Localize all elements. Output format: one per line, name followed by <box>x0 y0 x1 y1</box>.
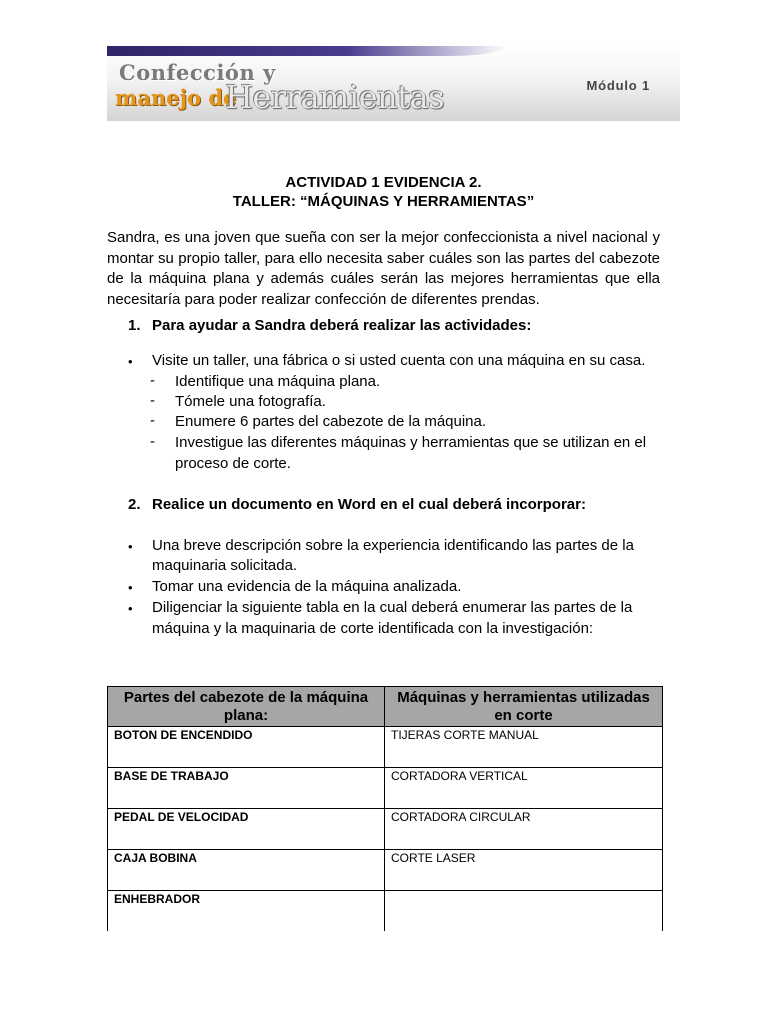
table-header-cutting-tools: Máquinas y herramientas utilizadas en corte <box>385 687 663 727</box>
table-row <box>108 891 663 932</box>
document-title-line2: TALLER: “MÁQUINAS Y HERRAMIENTAS” <box>232 193 535 210</box>
section2-heading-text: Realice un documento en Word en el cual deberá incorporar: <box>152 496 586 513</box>
document-title-line1: ACTIVIDAD 1 EVIDENCIA 2. <box>285 174 482 191</box>
bullet-icon: • <box>128 601 133 616</box>
section2-number: 2. <box>128 496 141 513</box>
section1-subitem: Enumere 6 partes del cabezote de la máquina. <box>175 413 487 430</box>
section1-heading <box>128 317 531 334</box>
section1-subitem: Tómele una fotografía. <box>175 393 326 410</box>
banner-stripe <box>107 46 507 56</box>
dash-icon: - <box>150 433 155 450</box>
table-cell-tool: CORTADORA VERTICAL <box>385 768 663 809</box>
table-header-machine-parts: Partes del cabezote de la máquina plana: <box>108 687 385 727</box>
table-row <box>108 768 663 809</box>
section2-bullet1-line2: maquinaria solicitada. <box>152 557 298 574</box>
bullet-icon: • <box>128 580 133 595</box>
table-row <box>108 809 663 850</box>
header-banner <box>107 46 680 121</box>
section1-subitem: Identifique una máquina plana. <box>175 373 381 390</box>
section1-bullet: Visite un taller, una fábrica o si usted cuenta con una máquina en su casa. <box>152 352 646 369</box>
dash-icon: - <box>150 392 155 409</box>
banner-module-label: Módulo 1 <box>586 78 650 93</box>
section2-bullet2: Tomar una evidencia de la máquina analizada. <box>152 578 462 595</box>
bullet-icon: • <box>128 354 133 369</box>
section2-heading <box>128 496 586 513</box>
banner-title-line2a: manejo de <box>115 85 237 110</box>
section2-bullet1-line1: Una breve descripción sobre la experiencia identificando las partes de la <box>152 537 634 554</box>
section2-bullet3-line2: máquina y la maquinaria de corte identificada con la investigación: <box>152 620 594 637</box>
section1-heading-text: Para ayudar a Sandra deberá realizar las actividades: <box>152 317 532 334</box>
section2-bullet3-line1: Diligenciar la siguiente tabla en la cual deberá enumerar las partes de la <box>152 599 633 616</box>
table-cell-part: BOTON DE ENCENDIDO <box>108 727 385 768</box>
parts-tools-table <box>107 686 663 931</box>
table-cell-tool: TIJERAS CORTE MANUAL <box>385 727 663 768</box>
section1-subitem: Investigue las diferentes máquinas y herramientas que se utilizan en el <box>175 434 647 451</box>
table-row <box>108 850 663 891</box>
table-cell-part: PEDAL DE VELOCIDAD <box>108 809 385 850</box>
section1-subitem-continuation: proceso de corte. <box>175 455 291 472</box>
table-cell-tool: CORTE LASER <box>385 850 663 891</box>
bullet-icon: • <box>128 539 133 554</box>
intro-paragraph: Sandra, es una joven que sueña con ser la mejor confeccionista a nivel nacional y montar su propio taller, para ello necesita saber cuáles son las partes del cabezote de la máquina plana y además cuáles serán las mejores herramientas que ella necesitaría para poder realizar confección de diferentes prendas. <box>107 229 660 308</box>
banner-title-line2b: Herramientas <box>225 78 444 116</box>
table-header-row <box>108 687 663 727</box>
table-cell-tool: CORTADORA CIRCULAR <box>385 809 663 850</box>
banner-title-line1: Confección y <box>119 60 276 85</box>
table-cell-part: CAJA BOBINA <box>108 850 385 891</box>
table-cell-tool <box>385 891 663 932</box>
table-row <box>108 727 663 768</box>
table-cell-part: ENHEBRADOR <box>108 891 385 932</box>
table-cell-part: BASE DE TRABAJO <box>108 768 385 809</box>
dash-icon: - <box>150 372 155 389</box>
section1-number: 1. <box>128 317 141 334</box>
dash-icon: - <box>150 412 155 429</box>
